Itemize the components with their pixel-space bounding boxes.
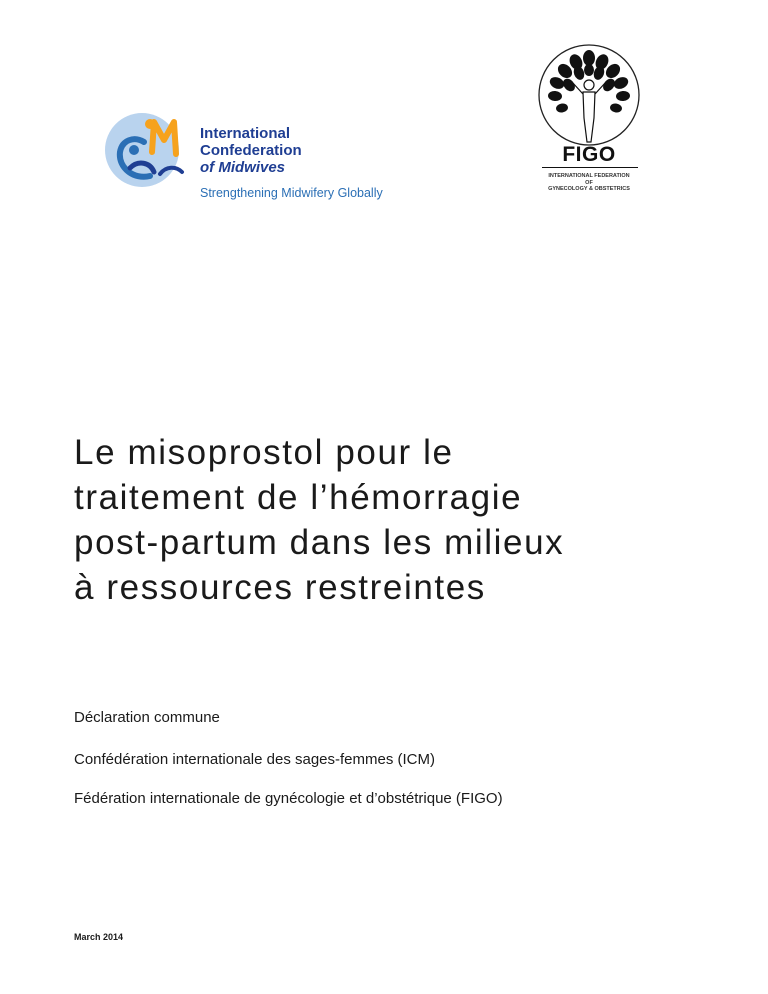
icm-name-line-2: Confederation bbox=[200, 142, 302, 159]
figo-logo bbox=[536, 42, 642, 212]
icm-logo bbox=[104, 108, 404, 208]
organization-icm: Confédération internationale des sages-femmes (ICM) bbox=[74, 751, 436, 768]
figo-subtitle-line-2: OF bbox=[585, 179, 593, 186]
icm-name-line-3: of Midwives bbox=[200, 159, 286, 176]
figo-subtitle-line-3: GYNECOLOGY & OBSTETRICS bbox=[548, 186, 630, 192]
icm-tagline: Strengthening Midwifery Globally bbox=[200, 186, 383, 200]
organization-figo: Fédération internationale de gynécologie et d’obstétrique (FIGO) bbox=[74, 790, 503, 807]
figo-subtitle-line-1: INTERNATIONAL FEDERATION bbox=[548, 173, 630, 179]
title-line: traitement de l’hémorragie bbox=[74, 478, 523, 517]
icm-name-line-1: International bbox=[200, 125, 291, 142]
title-line: à ressources restreintes bbox=[74, 568, 486, 607]
title-line: post-partum dans les milieux bbox=[74, 523, 565, 562]
title-line: Le misoprostol pour le bbox=[74, 433, 454, 472]
document-title bbox=[74, 430, 694, 610]
icm-emblem-icon bbox=[104, 110, 194, 190]
declaration-label: Déclaration commune bbox=[74, 709, 220, 726]
figo-tree-emblem-icon bbox=[536, 42, 642, 152]
publication-date: March 2014 bbox=[74, 932, 124, 942]
figo-divider bbox=[542, 167, 638, 168]
figo-name: FIGO bbox=[562, 143, 616, 166]
